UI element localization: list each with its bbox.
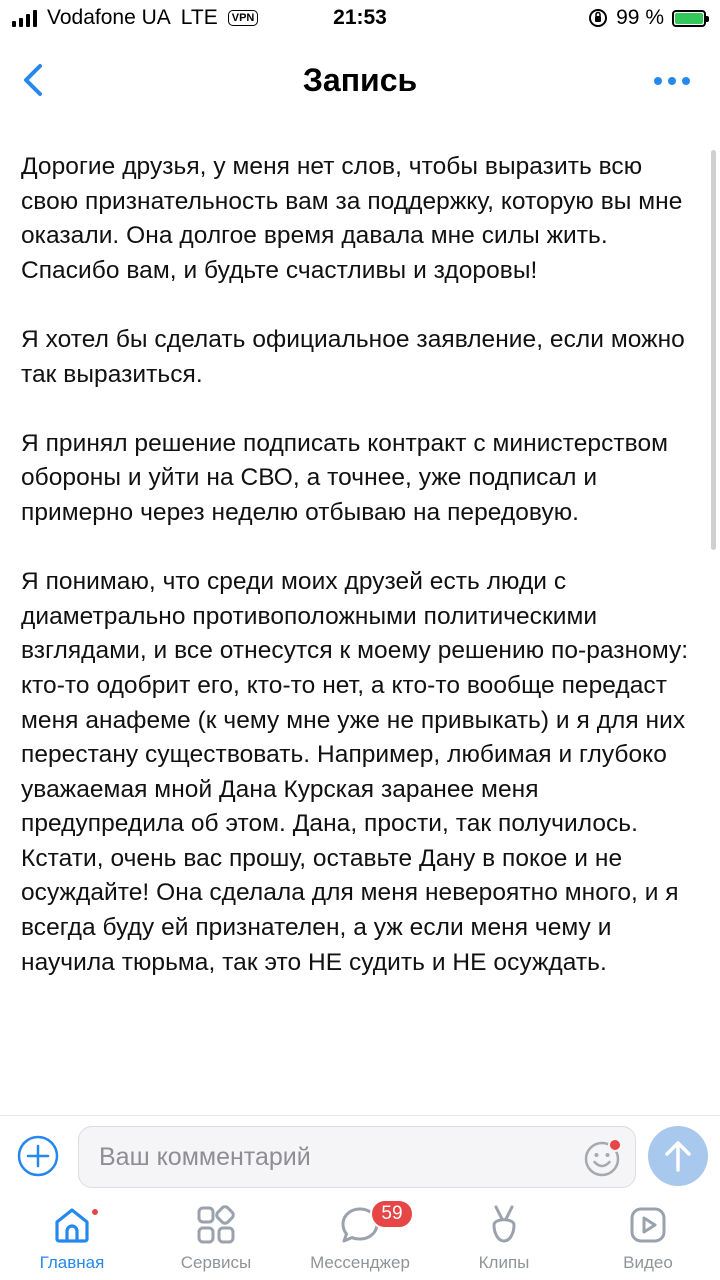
- tab-label: Видео: [623, 1253, 673, 1272]
- send-button[interactable]: [648, 1126, 708, 1186]
- scrollbar[interactable]: [711, 150, 716, 550]
- tab-services[interactable]: [144, 1203, 288, 1280]
- plus-circle-icon[interactable]: [16, 1134, 60, 1178]
- tab-clips[interactable]: [432, 1203, 576, 1280]
- tab-bar: [0, 1195, 720, 1280]
- unread-badge: 59: [370, 1199, 414, 1229]
- notification-dot: [90, 1207, 100, 1217]
- smile-icon[interactable]: [583, 1138, 623, 1178]
- home-icon: [50, 1203, 94, 1247]
- video-icon: [626, 1203, 670, 1247]
- more-horizontal-icon[interactable]: [652, 66, 692, 96]
- post-paragraph: Дорогие друзья, у меня нет слов, чтобы выразить всю свою признательность вам за поддержку, которую вы мне оказали. Она долгое время давала мне силы жить. Спасибо вам, и будьте счастливы и здоровы!: [21, 153, 683, 284]
- arrow-up-icon: [648, 1126, 708, 1186]
- comment-placeholder: Ваш комментарий: [99, 1143, 311, 1171]
- tab-label: Главная: [39, 1253, 105, 1272]
- network-type: LTE: [180, 6, 218, 29]
- tab-messenger[interactable]: [288, 1203, 432, 1280]
- post-paragraph: Я хотел бы сделать официальное заявление, если можно так выразиться.: [21, 325, 685, 388]
- status-time: 21:53: [333, 6, 387, 29]
- tab-video[interactable]: [576, 1203, 720, 1280]
- tab-label: Клипы: [478, 1253, 530, 1272]
- tab-label: Сервисы: [180, 1253, 252, 1272]
- post-paragraph: Я принял решение подписать контракт с министерством обороны и уйти на СВО, а точнее, уже подписал и примерно через неделю отбываю на передовую.: [21, 429, 669, 526]
- carrier-name: Vodafone UA: [47, 6, 171, 29]
- services-icon: [194, 1203, 238, 1247]
- status-bar: [0, 0, 720, 40]
- post-paragraph: Я понимаю, что среди моих друзей есть люди с диаметрально противоположными политическими взглядами, и все отнесутся к моему решению по-разному: кто-то одобрит его, кто-то нет, а кто-то вообще передаст меня анафеме (к чему мне уже не привыкать) и я для них перестану существовать. Например, любимая и глубоко уважаемая мной Дана Курская заранее меня предупредила об этом. Дана, прости, так получилось. Кстати, очень вас прошу, оставьте Дану в покое и не осуждайте! Она сделала для меня невероятно много, и я всегда буду ей признателен, а уж если меня чему и научила тюрьма, так это НЕ судить и НЕ осуждать.: [21, 568, 689, 976]
- comment-bar: [0, 1115, 720, 1195]
- clips-icon: [482, 1203, 526, 1247]
- vpn-badge: VPN: [228, 10, 259, 26]
- tab-label: Мессенджер: [310, 1253, 410, 1272]
- orientation-lock-icon: [588, 8, 608, 28]
- battery-percent: 99 %: [616, 6, 664, 29]
- page-title: Запись: [302, 62, 418, 98]
- post-body: [21, 150, 691, 1015]
- tab-home[interactable]: [0, 1203, 144, 1280]
- comment-input[interactable]: [78, 1126, 636, 1188]
- battery-icon: [672, 10, 706, 27]
- nav-header: [0, 40, 720, 120]
